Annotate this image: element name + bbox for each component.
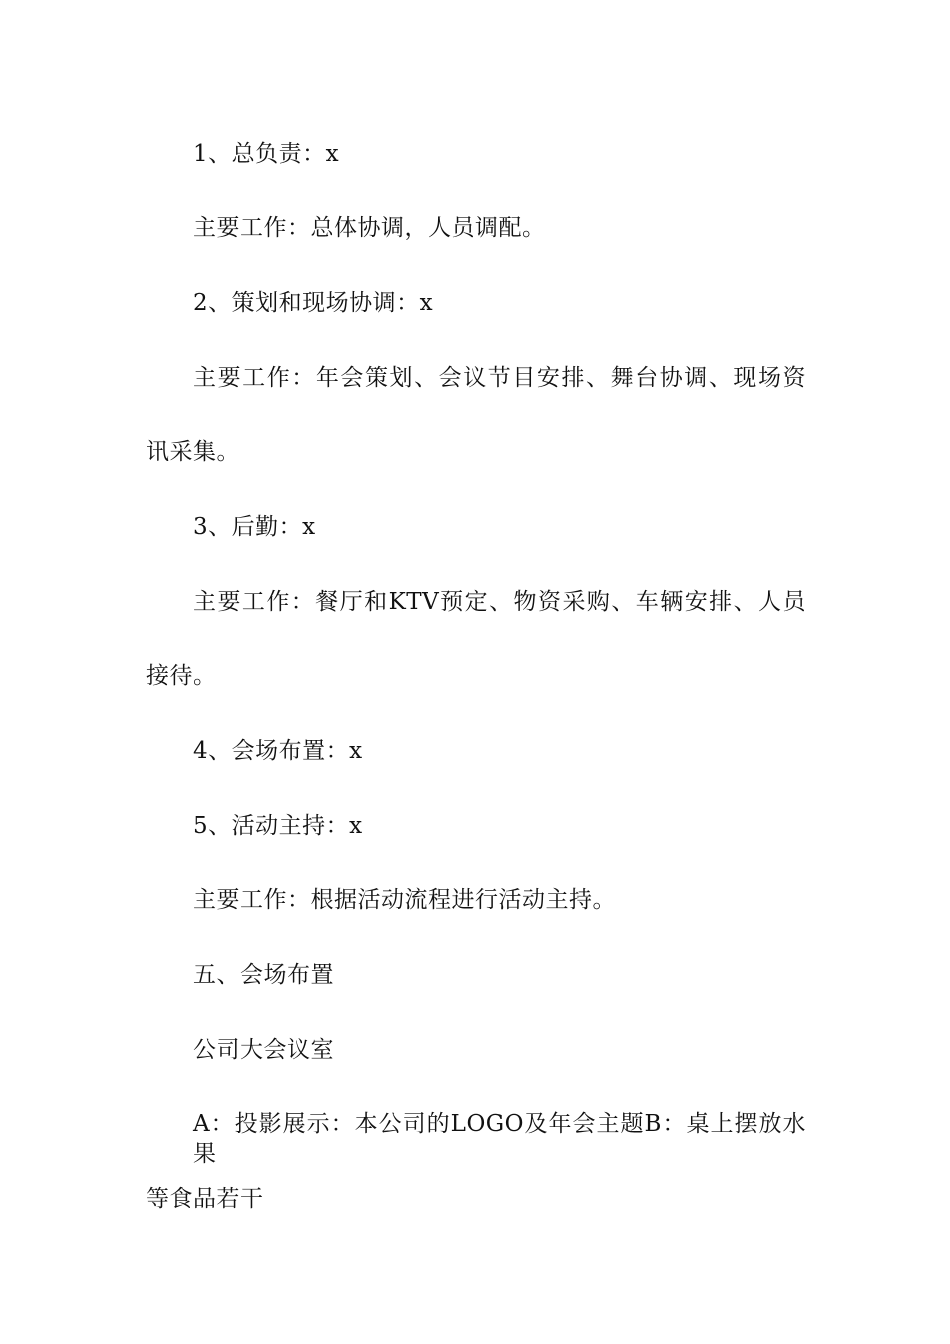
venue-items-line-2: 等食品若干: [146, 1186, 264, 1212]
role-2-heading: 2、策划和现场协调：x: [193, 290, 434, 316]
role-3-heading: 3、后勤：x: [193, 514, 316, 540]
role-4-heading: 4、会场布置：x: [193, 738, 363, 764]
role-1-heading: 1、总负责：x: [193, 141, 340, 167]
venue-location: 公司大会议室: [193, 1037, 334, 1063]
venue-items-line-1: A：投影展示：本公司的LOGO及年会主题B：桌上摆放水果: [193, 1111, 806, 1167]
role-3-duties-line-2: 接待。: [146, 663, 217, 689]
role-1-duties: 主要工作：总体协调，人员调配。: [193, 215, 546, 241]
role-5-heading: 5、活动主持：x: [193, 813, 363, 839]
role-5-duties: 主要工作：根据活动流程进行活动主持。: [193, 887, 616, 913]
role-2-duties-line-1: 主要工作：年会策划、会议节目安排、舞台协调、现场资: [193, 365, 806, 391]
role-3-duties-line-1: 主要工作：餐厅和KTV预定、物资采购、车辆安排、人员: [193, 589, 806, 615]
section-heading-venue: 五、会场布置: [193, 962, 334, 988]
role-2-duties-line-2: 讯采集。: [146, 439, 240, 465]
